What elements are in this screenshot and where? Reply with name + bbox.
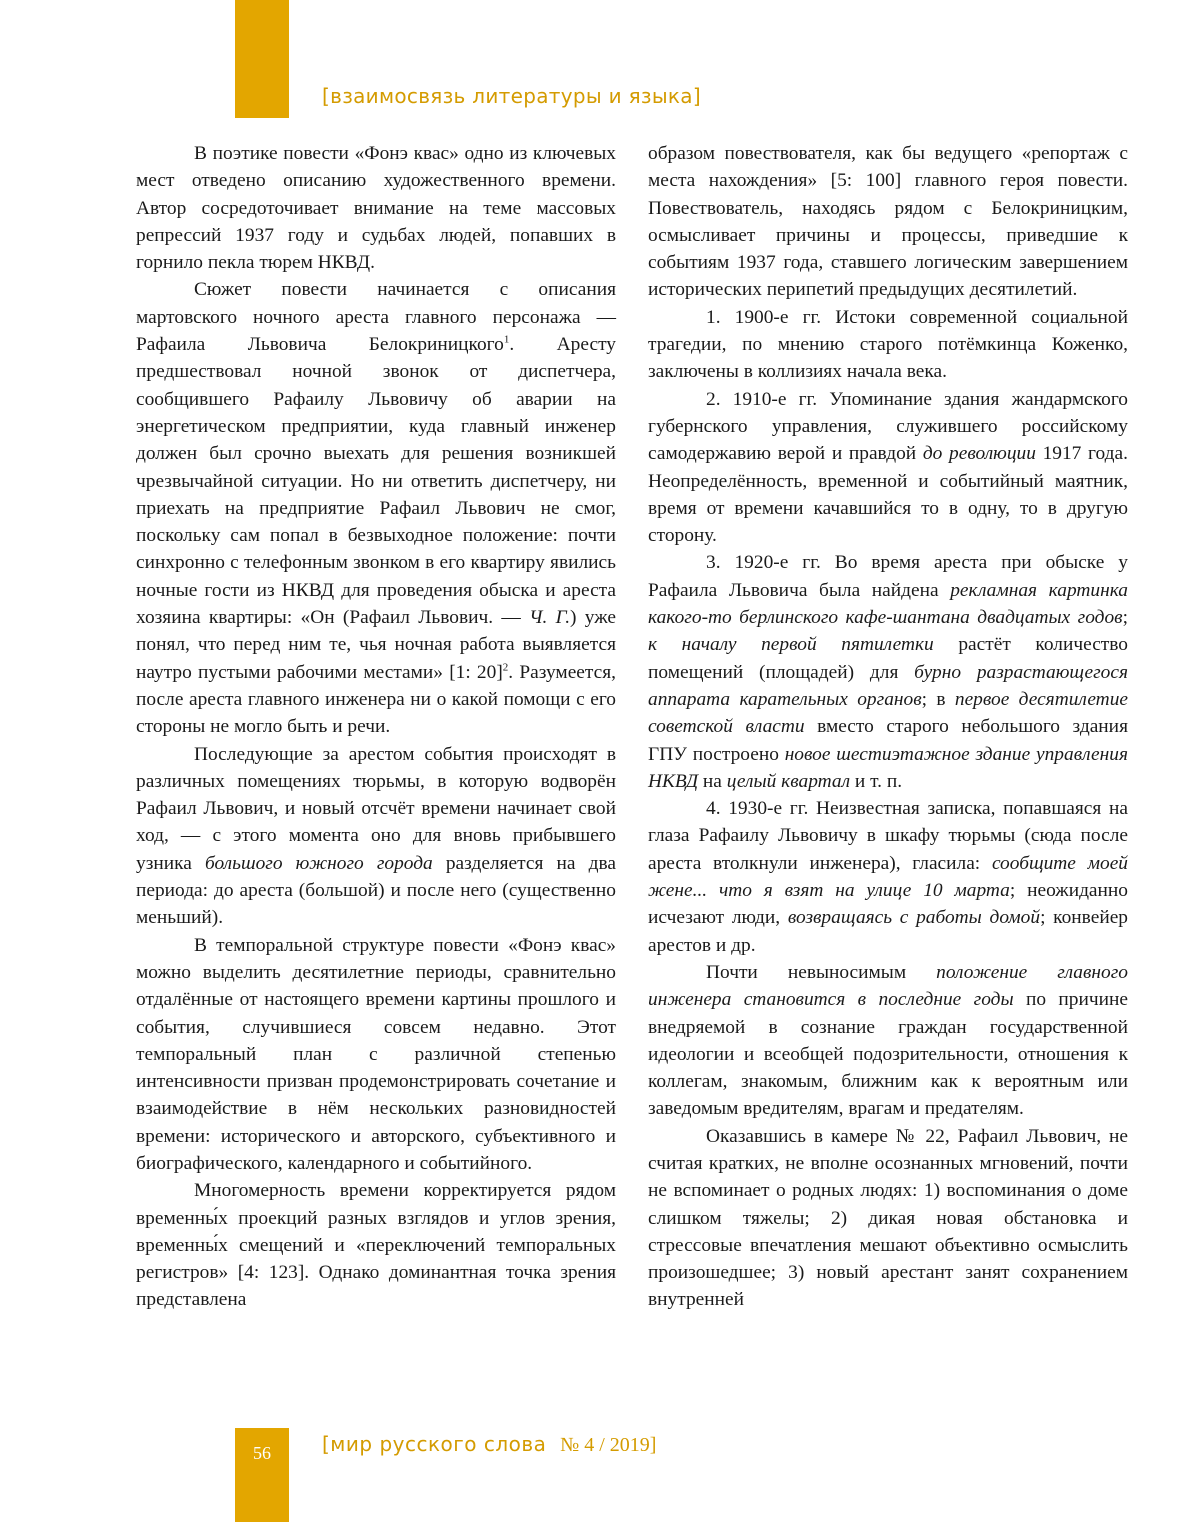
paragraph: Оказавшись в камере № 22, Рафаил Львович, не считая кратких, не вполне осознанных мгновений, почти не вспоминает о родных людях: 1) воспоминания о доме слишком тяжелы; 2) дикая новая обстановка и стрессовые впечатления мешают объективно осмыслить произошедшее; 3) новый арестант занят сохранением внутренней	[648, 1125, 1128, 1311]
paragraph: 2. 1910-е гг. Упоминание здания жандармского губернского управления, служившего российскому самодержавию верой и правдой до революции 1917 года. Неопределённость, временной и событийный маятник, время от времени качавшийся то в одну, то в другую сторону.	[648, 388, 1128, 547]
right-column	[648, 140, 1128, 1314]
paragraph: Последующие за арестом события происходят в различных помещениях тюрьмы, в которую водворён Рафаил Львович, и новый отсчёт времени начинает свой ход, — с этого момента оно для вновь прибывшего узника большого южного города разделяется на два периода: до ареста (большой) и после него (существенно меньший).	[136, 743, 616, 929]
left-column	[136, 140, 616, 1314]
issue-number: № 4 / 2019]	[560, 1434, 657, 1456]
footnote-ref: 1	[503, 333, 510, 346]
page-number: 56	[253, 1443, 271, 1463]
paragraph: 3. 1920-е гг. Во время ареста при обыске у Рафаила Львовича была найдена рекламная картинка какого-то берлинского кафе-шантана двадцатых годов; к началу первой пятилетки растёт количество помещений (площадей) для бурно разрастающегося аппарата карательных органов; в первое десятилетие советской власти вместо старого небольшого здания ГПУ построено новое шестиэтажное здание управления НКВД на целый квартал и т. п.	[648, 552, 1128, 792]
journal-title: [мир русского слова № 4 / 2019]	[322, 1432, 657, 1456]
paragraph: 1. 1900-е гг. Истоки современной социальной трагедии, по мнению старого потёмкинца Коженко, заключены в коллизиях начала века.	[648, 306, 1128, 383]
paragraph: Сюжет повести начинается с описания мартовского ночного ареста главного персонажа — Рафаила Львовича Белокриницкого$^1$. Аресту предшествовал ночной звонок от диспетчера, сообщившего Рафаилу Львовичу об аварии на энергетическом предприятии, куда главный инженер должен был срочно выехать для решения возникшей чрезвычайной ситуации. Но ни ответить диспетчеру, ни приехать на предприятие Рафаил Львович не смог, поскольку сам попал в безвыходное положение: почти синхронно с телефонным звонком в его квартиру явились ночные гости из НКВД для проведения обыска и ареста хозяина квартиры: «Он (Рафаил Львович. — Ч. Г.) уже понял, что перед ним те, чья ночная работа выявляется наутро пустыми рабочими местами» [1: 20]$^2$. Разумеется, после ареста главного инженера ни о какой помощи с его стороны не могло быть и речи.	[136, 279, 616, 738]
paragraph: Многомерность времени корректируется рядом временны́х проекций разных взглядов и углов зрения, временны́х смещений и «переключений темпоральных регистров» [4: 123]. Однако доминантная точка зрения представлена	[136, 1180, 616, 1311]
paragraph: В темпоральной структуре повести «Фонэ квас» можно выделить десятилетние периоды, сравнительно отдалённые от настоящего времени картины прошлого и события, случившиеся совсем недавно. Этот темпоральный план с различной степенью интенсивности призван продемонстрировать сочетание и взаимодействие в нём нескольких разновидностей времени: исторического и авторского, субъективного и биографического, календарного и событийного.	[136, 934, 616, 1174]
paragraph: 4. 1930-е гг. Неизвестная записка, попавшаяся на глаза Рафаилу Львовичу в шкафу тюрьмы (сюда после ареста втолкнули инженера), гласила: сообщите моей жене... что я взят на улице 10 марта; неожиданно исчезают люди, возвращаясь с работы домой; конвейер арестов и др.	[648, 798, 1128, 956]
paragraph: Почти невыносимым положение главного инженера становится в последние годы по причине внедряемой в сознание граждан государственной идеологии и всеобщей подозрительности, отношения к коллегам, знакомым, ближним как к вероятным или заведомым вредителям, врагам и предателям.	[648, 961, 1128, 1120]
section-title: [взаимосвязь литературы и языка]	[322, 84, 701, 108]
paragraph: В поэтике повести «Фонэ квас» одно из ключевых мест отведено описанию художественного времени. Автор сосредоточивает внимание на теме массовых репрессий 1937 году и судьбах людей, попавших в горнило пекла тюрем НКВД.	[136, 143, 616, 274]
paragraph: образом повествователя, как бы ведущего «репортаж с места нахождения» [5: 100] главного героя повести. Повествователь, находясь рядом с Белокриницким, осмысливает причины и процессы, приведшие к событиям 1937 года, ставшего логическим завершением исторических перипетий предыдущих десятилетий.	[648, 143, 1128, 301]
footnote-ref: 2	[502, 661, 509, 674]
header-accent-bar	[235, 0, 289, 118]
